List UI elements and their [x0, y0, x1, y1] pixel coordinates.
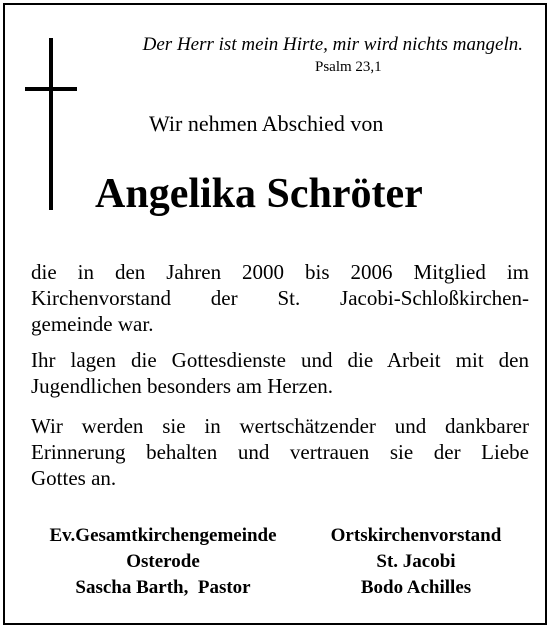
- paragraph-line: die in den Jahren 2000 bis 2006 Mitglied im: [31, 260, 529, 284]
- paragraph-line: Kirchenvorstand der St. Jacobi-Schloßkirchen-: [31, 286, 529, 310]
- paragraph-line: gemeinde war.: [31, 312, 154, 336]
- signature-organization: Ev.Gesamtkirchengemeinde: [49, 525, 277, 546]
- signature-place: Osterode: [126, 551, 200, 572]
- signature-left: [27, 523, 299, 601]
- signature-place: St. Jacobi: [376, 551, 456, 572]
- paragraph-membership: [31, 259, 529, 337]
- paragraph-engagement: [31, 347, 529, 399]
- signature-right: [311, 523, 521, 601]
- paragraph-remembrance: [31, 413, 529, 491]
- intro-text: Wir nehmen Abschied von: [149, 111, 384, 136]
- cross-vertical-bar: [49, 38, 53, 210]
- obituary-card: [3, 3, 547, 625]
- cross-horizontal-bar: [25, 87, 77, 91]
- paragraph-line: Erinnerung behalten und vertrauen sie der Liebe: [31, 440, 529, 464]
- paragraph-line: Ihr lagen die Gottesdienste und die Arbeit mit den: [31, 348, 529, 372]
- signature-organization: Ortskirchenvorstand: [330, 525, 502, 546]
- paragraph-line: Jugendlichen besonders am Herzen.: [31, 374, 334, 398]
- paragraph-line: Gottes an.: [31, 466, 117, 490]
- deceased-name: Angelika Schröter: [95, 171, 423, 217]
- bible-quote: Der Herr ist mein Hirte, mir wird nichts mangeln.: [142, 34, 523, 55]
- paragraph-line: Wir werden sie in wertschätzender und dankbarer: [31, 414, 529, 438]
- signature-person: Bodo Achilles: [360, 577, 472, 598]
- signature-person: Sascha Barth, Pastor: [75, 577, 251, 598]
- quote-source: Psalm 23,1: [315, 59, 382, 75]
